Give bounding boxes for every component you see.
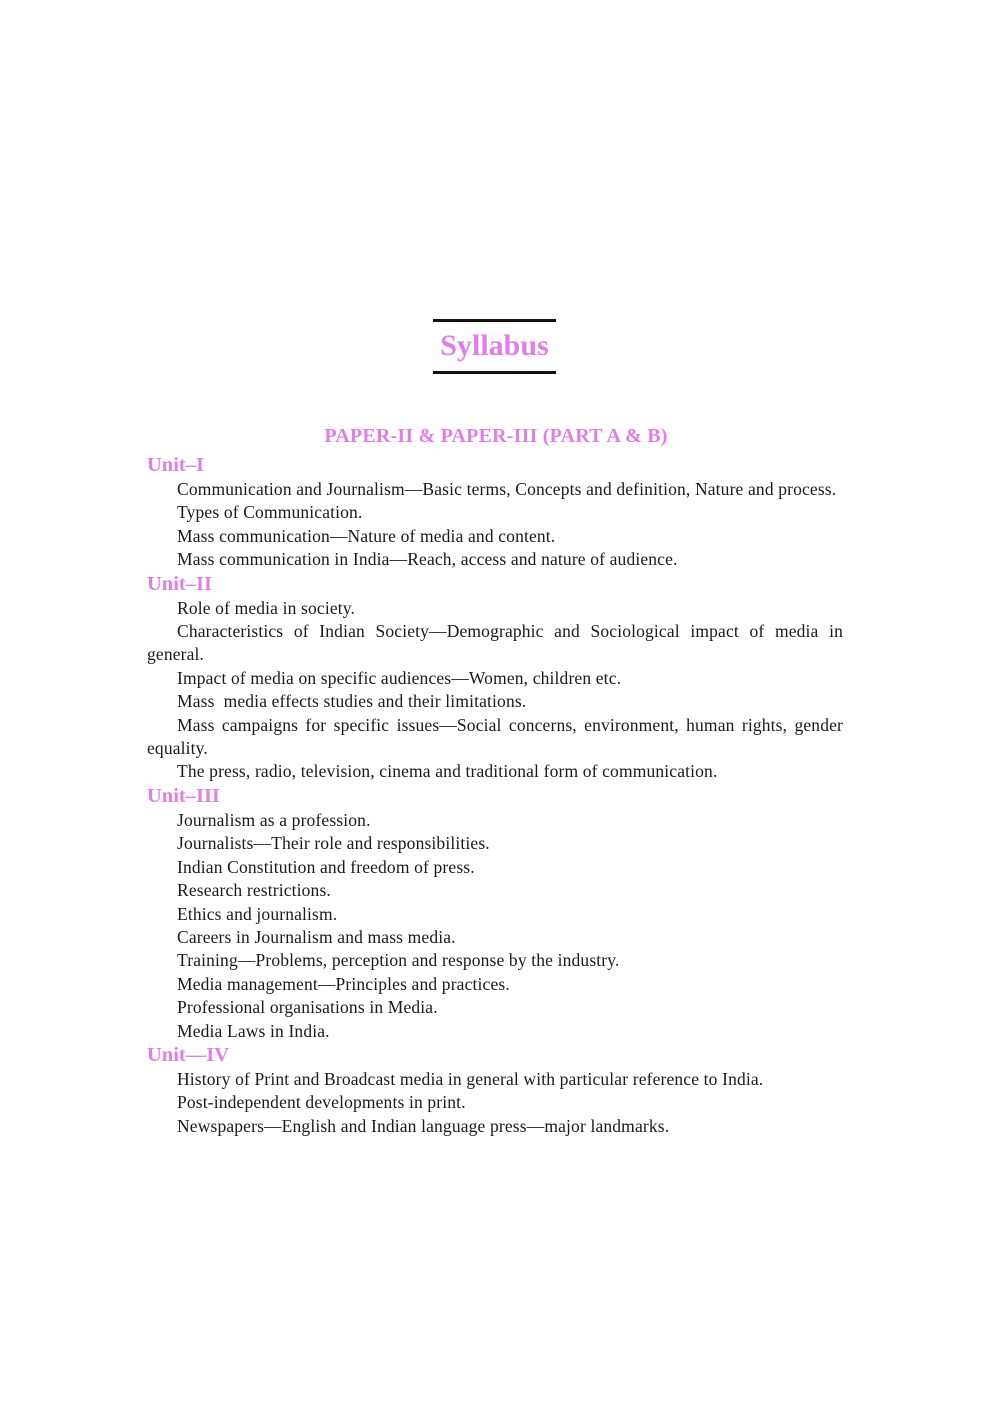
title-top-rule xyxy=(433,319,556,322)
unit-item: History of Print and Broadcast media in general with particular reference to India. xyxy=(177,1068,764,1089)
unit-4 xyxy=(147,1043,843,1138)
unit-3 xyxy=(147,784,843,1043)
unit-item: Mass campaigns for specific issues—Social concerns, environment, human rights, gender equality. xyxy=(147,714,843,759)
unit-heading: Unit–III xyxy=(147,784,220,807)
unit-heading: Unit–I xyxy=(147,454,204,476)
unit-heading: Unit–II xyxy=(147,572,212,595)
unit-item: Careers in Journalism and mass media. xyxy=(177,926,456,947)
unit-item: Mass media effects studies and their limitations. xyxy=(177,691,527,712)
unit-1 xyxy=(147,453,843,572)
unit-item: Impact of media on specific audiences—Women, children etc. xyxy=(177,667,622,688)
unit-item: Types of Communication. xyxy=(177,502,363,523)
unit-item: Media management—Principles and practices. xyxy=(177,973,510,994)
paper-heading: PAPER-II & PAPER-III (PART A & B) xyxy=(324,425,668,447)
unit-item: Media Laws in India. xyxy=(177,1020,330,1041)
unit-item: Post-independent developments in print. xyxy=(177,1092,466,1113)
unit-item: Newspapers—English and Indian language press—major landmarks. xyxy=(177,1115,670,1136)
unit-item: Research restrictions. xyxy=(177,880,331,901)
page-title: Syllabus xyxy=(440,329,549,362)
unit-item: Role of media in society. xyxy=(177,597,356,618)
unit-item: Communication and Journalism—Basic terms, Concepts and definition, Nature and process. xyxy=(177,479,837,499)
unit-item: Indian Constitution and freedom of press. xyxy=(177,856,475,877)
unit-item: Training—Problems, perception and response by the industry. xyxy=(177,950,620,971)
title-block xyxy=(433,319,556,374)
unit-item: The press, radio, television, cinema and traditional form of communication. xyxy=(177,761,718,782)
unit-item: Mass communication in India—Reach, access and nature of audience. xyxy=(177,549,678,570)
unit-item: Mass communication—Nature of media and content. xyxy=(177,525,556,546)
unit-item: Journalists—Their role and responsibilities. xyxy=(177,833,490,854)
unit-item: Journalism as a profession. xyxy=(177,809,371,830)
title-bottom-rule xyxy=(433,371,556,374)
unit-heading: Unit—IV xyxy=(147,1043,230,1066)
unit-item: Ethics and journalism. xyxy=(177,903,338,924)
unit-2 xyxy=(147,572,843,784)
unit-item: Characteristics of Indian Society—Demographic and Sociological impact of media in general. xyxy=(147,621,843,665)
syllabus-content xyxy=(147,453,843,1138)
unit-item: Professional organisations in Media. xyxy=(177,997,438,1018)
